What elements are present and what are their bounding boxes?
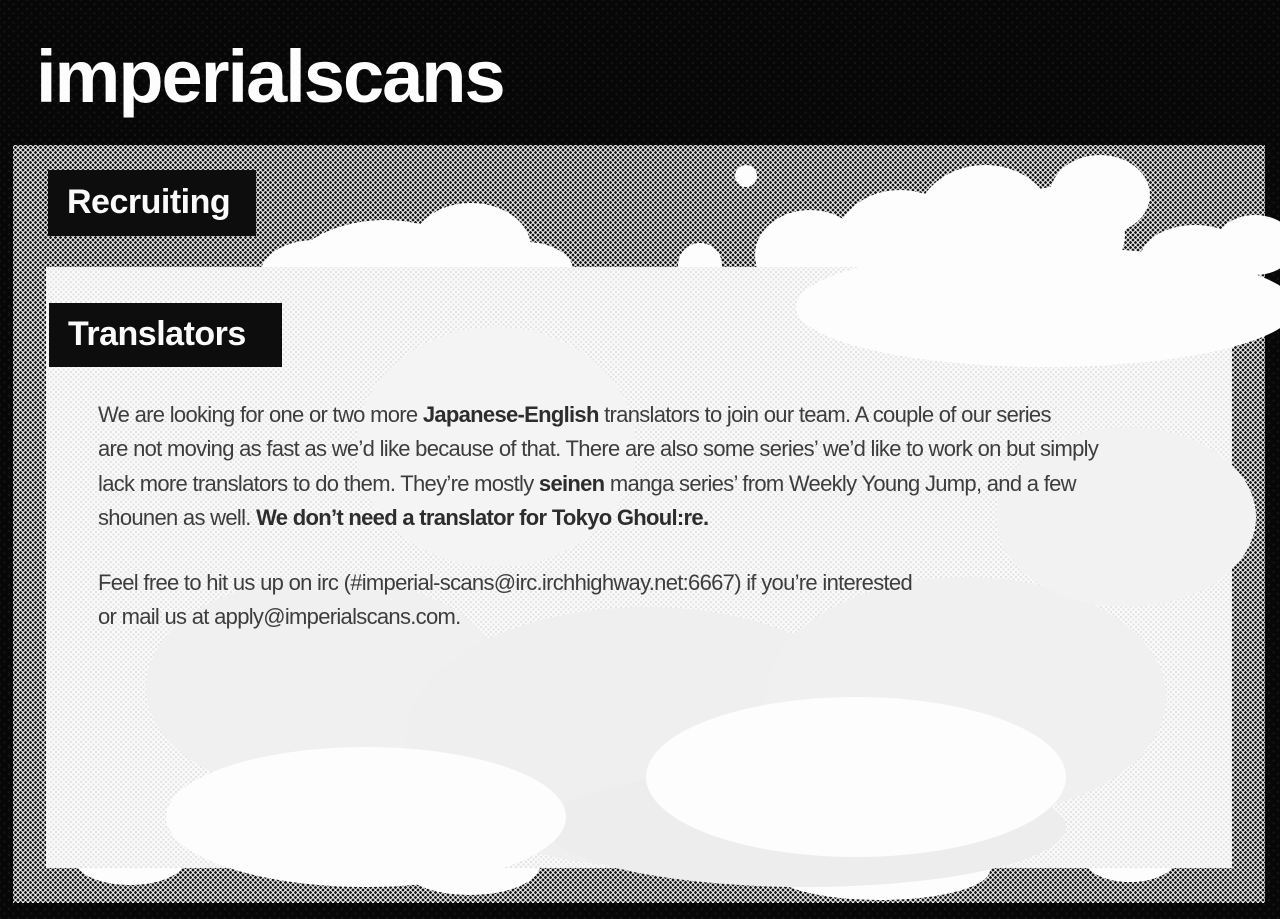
translators-heading-label: Translators [68, 315, 246, 353]
site-logo[interactable]: imperialscans [36, 35, 504, 118]
contact-paragraph: Feel free to hit us up on irc (#imperial-scans@irc.irchhighway.net:6667) if you’re interested or mail us at apply@imperialscans.com. [98, 570, 912, 630]
recruiting-heading [48, 170, 256, 236]
recruiting-heading-label: Recruiting [67, 183, 231, 221]
recruiting-paragraph: We are looking for one or two more Japanese-English translators to join our team. A couple of our series are not moving as fast as we’d like because of that. There are also some series’ we’d like to work on but simply lack more translators to do them. They’re mostly seinen manga series’ from Weekly Young Jump, and a few shounen as well. We don’t need a translator for Tokyo Ghoul:re. [98, 402, 1099, 531]
main-panel [13, 145, 1265, 903]
content-box [46, 267, 1232, 868]
translators-heading [49, 303, 282, 367]
